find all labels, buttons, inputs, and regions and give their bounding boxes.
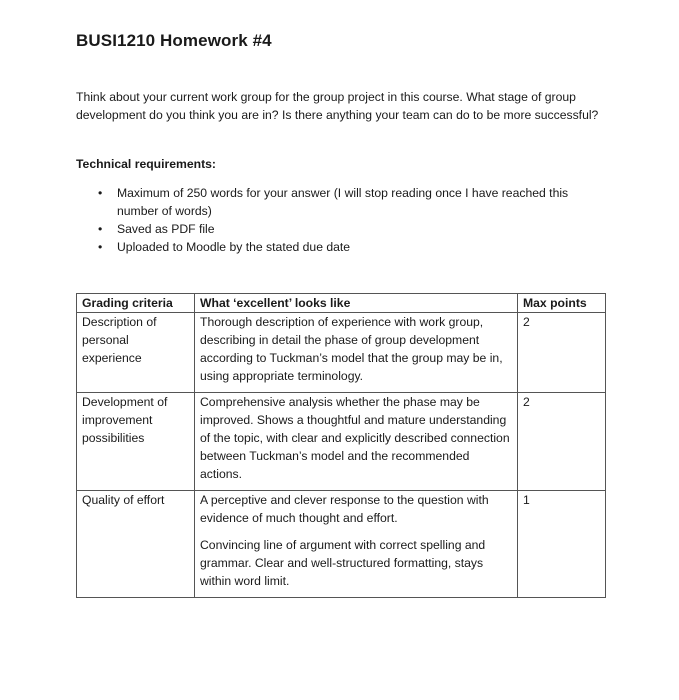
requirement-text: Uploaded to Moodle by the stated due date (117, 240, 351, 254)
requirement-item (76, 184, 606, 220)
table-row (77, 491, 606, 598)
excellent-cell (195, 313, 518, 393)
excellent-text: Comprehensive analysis whether the phase may be improved. Shows a thoughtful and mature understanding of the topic, with clear and explicitly described connection between Tuckman’s model and the recommended actions. (200, 395, 510, 481)
requirement-item (76, 238, 606, 256)
bullet-icon: • (98, 186, 103, 200)
intro-paragraph: Think about your current work group for the group project in this course. What stage of group development do you think you are in? Is there anything your team can do to be more successful? (76, 90, 599, 122)
points-cell: 2 (518, 313, 606, 393)
bullet-icon: • (98, 240, 103, 254)
header-excellent: What ‘excellent’ looks like (195, 294, 518, 313)
requirement-text: Saved as PDF file (117, 222, 215, 236)
document-title: BUSI1210 Homework #4 (76, 31, 272, 50)
excellent-text: A perceptive and clever response to the question with evidence of much thought and effort. (200, 493, 489, 525)
excellent-text-extra: Convincing line of argument with correct spelling and grammar. Clear and well-structured formatting, stays within word limit. (200, 538, 486, 588)
excellent-cell (195, 393, 518, 491)
table-header-row (77, 294, 606, 313)
table-row (77, 313, 606, 393)
criteria-cell: Description of personal experience (77, 313, 195, 393)
bullet-icon: • (98, 222, 103, 236)
requirement-text: Maximum of 250 words for your answer (I will stop reading once I have reached this number of words) (117, 186, 569, 218)
criteria-cell: Development of improvement possibilities (77, 393, 195, 491)
requirement-item (76, 220, 606, 238)
points-cell: 2 (518, 393, 606, 491)
header-max-points: Max points (518, 294, 606, 313)
table-row (77, 393, 606, 491)
excellent-text: Thorough description of experience with work group, describing in detail the phase of group development according to Tuckman’s model that the group may be in, using appropriate terminology. (200, 315, 503, 383)
points-cell: 1 (518, 491, 606, 598)
requirements-heading: Technical requirements: (76, 157, 216, 171)
criteria-cell: Quality of effort (77, 491, 195, 598)
grading-table (76, 293, 606, 598)
header-grading-criteria: Grading criteria (77, 294, 195, 313)
requirements-list (76, 184, 606, 256)
excellent-cell (195, 491, 518, 598)
